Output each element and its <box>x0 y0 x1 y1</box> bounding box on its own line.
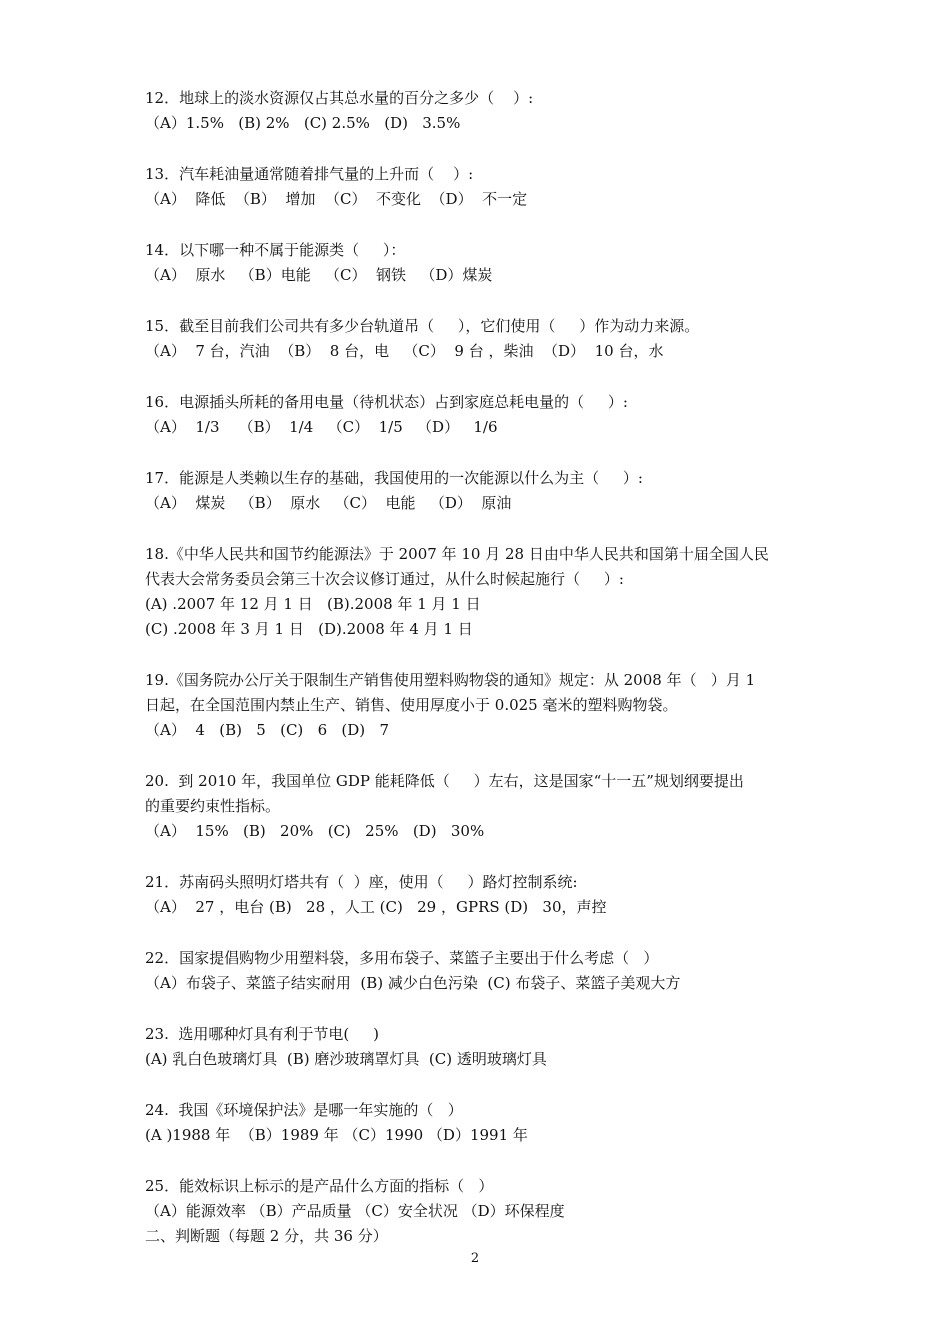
question-line: 代表大会常务委员会第三十次会议修订通过，从什么时候起施行（ ）: <box>145 570 624 588</box>
question-block <box>145 542 815 642</box>
question-block <box>145 466 815 516</box>
question-line: （A）能源效率 （B）产品质量 （C）安全状况 （D）环保程度 <box>145 1202 565 1220</box>
question-text: 13．汽车耗油量通常随着排气量的上升而（ ）: <box>145 165 474 183</box>
question-block <box>145 1022 815 1072</box>
question-line: （A） 1/3 （B） 1/4 （C） 1/5 （D） 1/6 <box>145 418 498 436</box>
question-text: 17．能源是人类赖以生存的基础，我国使用的一次能源以什么为主（ ）: <box>145 469 643 487</box>
question-text: 16．电源插头所耗的备用电量（待机状态）占到家庭总耗电量的（ ）: <box>145 393 628 411</box>
section-heading: 二、判断题（每题 2 分，共 36 分） <box>145 1227 388 1245</box>
question-line: （A） 降低 （B） 增加 （C） 不变化 （D） 不一定 <box>145 190 528 208</box>
question-block <box>145 1098 815 1148</box>
question-text: 20. 到 2010 年，我国单位 GDP 能耗降低（ ）左右，这是国家“十一五”规划纲要提出 <box>145 772 744 790</box>
question-block <box>145 390 815 440</box>
question-line: (A) 乳白色玻璃灯具 (B) 磨沙玻璃罩灯具 (C) 透明玻璃灯具 <box>145 1050 547 1068</box>
question-line: (A) .2007 年 12 月 1 日 (B).2008 年 1 月 1 日 <box>145 595 481 613</box>
question-line: 日起，在全国范围内禁止生产、销售、使用厚度小于 0.025 毫米的塑料购物袋。 <box>145 696 678 714</box>
question-text: 19.《国务院办公厅关于限制生产销售使用塑料购物袋的通知》规定：从 2008 年（ ）月 1 <box>145 671 756 689</box>
question-text: 12．地球上的淡水资源仅占其总水量的百分之多少（ ）: <box>145 89 534 107</box>
question-block <box>145 769 815 844</box>
question-block <box>145 86 815 136</box>
question-line: (A )1988 年 （B）1989 年 （C）1990 （D）1991 年 <box>145 1126 528 1144</box>
question-text: 22．国家提倡购物少用塑料袋，多用布袋子、菜篮子主要出于什么考虑（ ） <box>145 949 659 967</box>
document-page <box>145 86 815 1249</box>
question-block <box>145 162 815 212</box>
question-text: 24. 我国《环境保护法》是哪一年实施的（ ） <box>145 1101 463 1119</box>
question-text: 15．截至目前我们公司共有多少台轨道吊（ ），它们使用（ ）作为动力来源。 <box>145 317 700 335</box>
question-text: 14．以下哪一种不属于能源类（ ）： <box>145 241 406 259</box>
question-block <box>145 1174 815 1224</box>
question-text: 21．苏南码头照明灯塔共有（ ）座，使用（ ）路灯控制系统: <box>145 873 578 891</box>
page-number: 2 <box>470 1251 480 1266</box>
question-line: (C) .2008 年 3 月 1 日 (D).2008 年 4 月 1 日 <box>145 620 473 638</box>
question-line: （A） 27 ，电台 (B) 28 ，人工 (C) 29 ，GPRS (D) 30，声控 <box>145 898 607 916</box>
question-line: （A） 4 (B) 5 (C) 6 (D) 7 <box>145 721 390 739</box>
question-block <box>145 238 815 288</box>
question-block <box>145 946 815 996</box>
question-text: 25．能效标识上标示的是产品什么方面的指标（ ） <box>145 1177 494 1195</box>
question-line: （A） 15% (B) 20% (C) 25% (D) 30% <box>145 822 485 840</box>
question-line: （A）1.5% (B) 2% (C) 2.5% (D) 3.5% <box>145 114 461 132</box>
question-text: 23. 选用哪种灯具有利于节电( ) <box>145 1025 379 1043</box>
question-line: （A） 原水 （B）电能 （C） 钢铁 （D）煤炭 <box>145 266 493 284</box>
question-block <box>145 668 815 743</box>
question-line: （A）布袋子、菜篮子结实耐用 (B) 减少白色污染 (C) 布袋子、菜篮子美观大方 <box>145 974 681 992</box>
question-block <box>145 870 815 920</box>
question-line: （A） 7 台，汽油 （B） 8 台，电 （C） 9 台 ，柴油 （D） 10 台，水 <box>145 342 664 360</box>
question-line: （A） 煤炭 （B） 原水 （C） 电能 （D） 原油 <box>145 494 512 512</box>
question-line: 的重要约束性指标。 <box>145 797 281 815</box>
question-block <box>145 314 815 364</box>
question-text: 18.《中华人民共和国节约能源法》于 2007 年 10 月 28 日由中华人民共和国第十届全国人民 <box>145 545 769 563</box>
